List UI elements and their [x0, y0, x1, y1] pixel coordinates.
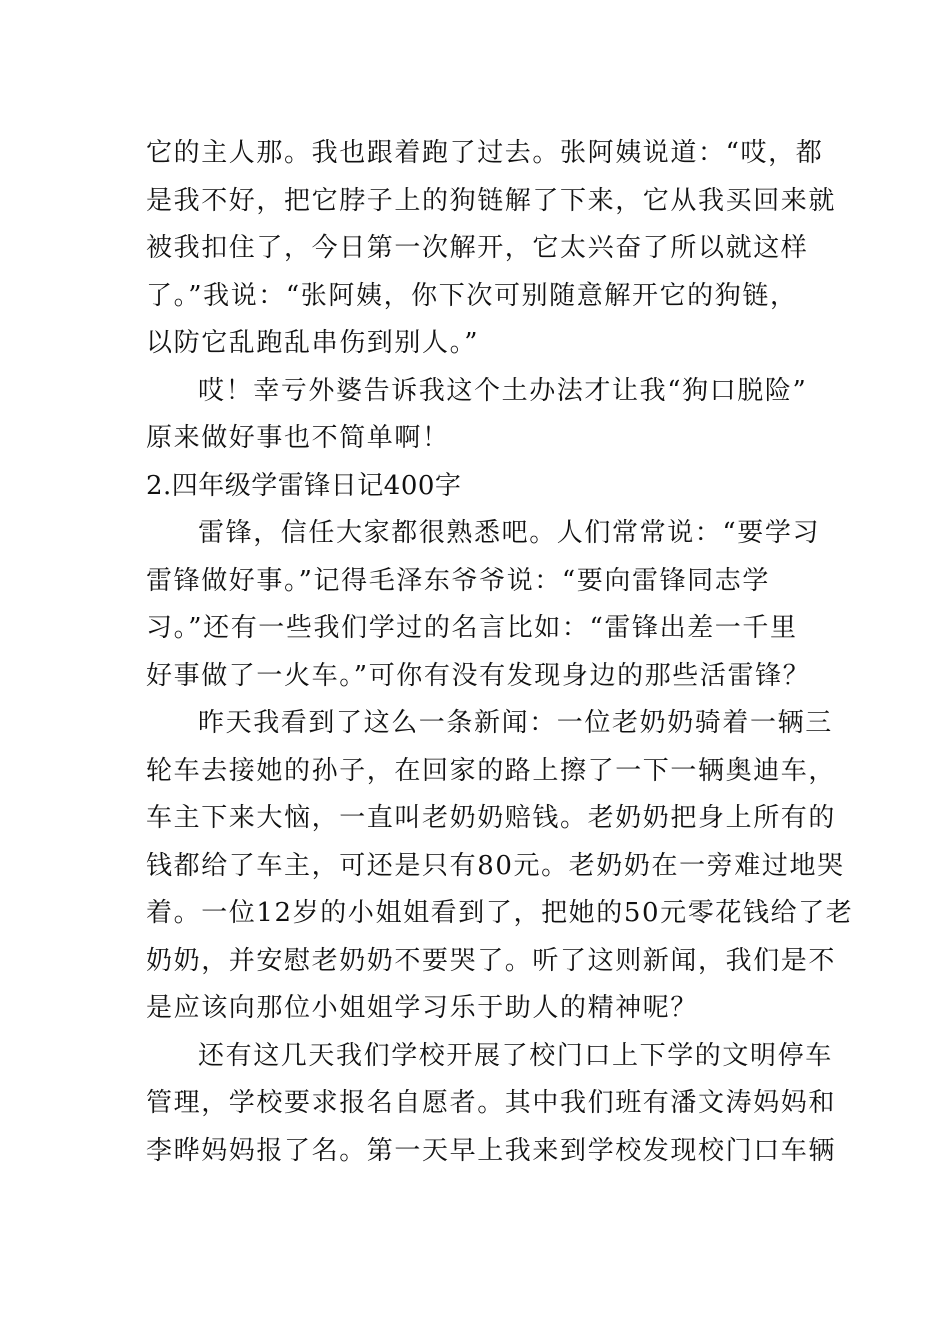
text-line: 是应该向那位小姐姐学习乐于助人的精神呢？ [146, 993, 699, 1023]
text-line: 钱都给了车主，可还是只有80元。老奶奶在一旁难过地哭 [146, 850, 845, 881]
section-heading: 2.四年级学雷锋日记400字 [146, 470, 462, 501]
text-line: 被我扣住了，今日第一次解开，它太兴奋了所以就这样 [146, 233, 809, 263]
paragraph-start-line: 雷锋，信任大家都很熟悉吧。人们常常说：“要学习 [198, 518, 821, 548]
text-line: 好事做了一火车。”可你有没有发现身边的那些活雷锋？ [146, 660, 811, 691]
text-line: 是我不好，把它脖子上的狗链解了下来，它从我买回来就 [146, 185, 837, 216]
text-line: 轮车去接她的孙子，在回家的路上擦了一下一辆奥迪车， [146, 755, 837, 786]
paragraph-start-line: 还有这几天我们学校开展了校门口上下学的文明停车 [198, 1040, 833, 1071]
paragraph-start-line: 哎！幸亏外婆告诉我这个土办法才让我“狗口脱险” [198, 375, 808, 406]
text-line: 它的主人那。我也跟着跑了过去。张阿姨说道：“哎，都 [146, 138, 824, 168]
text-line: 车主下来大恼，一直叫老奶奶赔钱。老奶奶把身上所有的 [146, 803, 837, 833]
paragraph-start-line: 昨天我看到了这么一条新闻：一位老奶奶骑着一辆三 [198, 708, 833, 738]
document-body [146, 130, 854, 1175]
text-line: 习。”还有一些我们学过的名言比如：“雷锋出差一千里 [146, 613, 798, 643]
text-line: 李晔妈妈报了名。第一天早上我来到学校发现校门口车辆 [146, 1135, 837, 1166]
text-line: 管理，学校要求报名自愿者。其中我们班有潘文涛妈妈和 [146, 1088, 837, 1118]
text-line: 雷锋做好事。”记得毛泽东爷爷说：“要向雷锋同志学 [146, 565, 770, 596]
text-line: 着。一位12岁的小姐姐看到了，把她的50元零花钱给了老 [146, 898, 854, 928]
text-line: 奶奶，并安慰老奶奶不要哭了。听了这则新闻，我们是不 [146, 945, 837, 976]
text-line: 原来做好事也不简单啊！ [146, 423, 450, 453]
text-line: 以防它乱跑乱串伤到别人。” [146, 328, 480, 358]
text-line: 了。”我说：“张阿姨，你下次可别随意解开它的狗链， [146, 280, 798, 311]
